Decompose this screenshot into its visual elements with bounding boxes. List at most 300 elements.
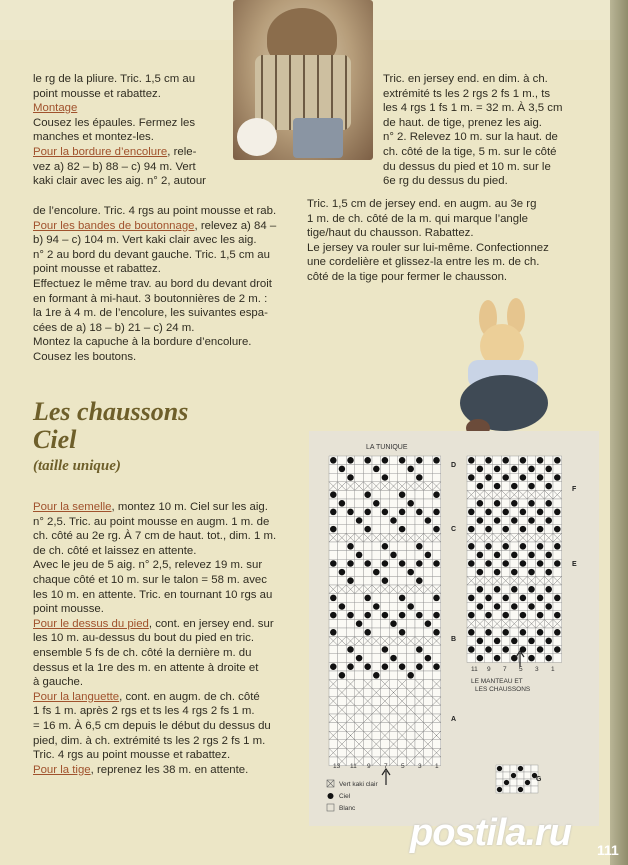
stitch-dot [554, 457, 561, 464]
stitch-dot [494, 655, 501, 662]
grid-cell [510, 765, 517, 772]
grid-cell [338, 645, 347, 654]
grid-cell [467, 551, 476, 560]
grid-cell [346, 723, 355, 732]
grid-cell [363, 740, 372, 749]
grid-cell [406, 714, 415, 723]
stitch-dot [518, 766, 523, 771]
grid-cell [553, 551, 562, 560]
grid-cell [329, 516, 338, 525]
grid-cell [415, 671, 424, 680]
stitch-dot [468, 509, 475, 516]
stitch-dot [468, 560, 475, 567]
languette-rest: , cont. en augm. de ch. côté [119, 690, 260, 703]
stitch-dot [364, 457, 371, 464]
grid-cell [363, 602, 372, 611]
stitch-dot [356, 552, 363, 559]
line: = 16 m. À 6,5 cm depuis le début du dessus du [33, 719, 271, 732]
grid-cell [493, 594, 502, 603]
grid-cell [355, 671, 364, 680]
stitch-dot [511, 500, 518, 507]
stitch-dot [537, 646, 544, 653]
stitch-dot [537, 457, 544, 464]
grid-cell [406, 490, 415, 499]
grid-cell [527, 611, 536, 620]
stitch-dot [330, 560, 337, 567]
grid-cell [432, 645, 441, 654]
stitch-dot [347, 663, 354, 670]
line: dessus et la 1re des m. en attente à droite et [33, 661, 259, 674]
stitch-dot [468, 526, 475, 533]
legend-dot-swatch [328, 793, 334, 799]
grid-cell [389, 680, 398, 689]
grid-cell [517, 772, 524, 779]
grid-cell [406, 731, 415, 740]
bunny-photo [450, 298, 560, 443]
grid-cell [389, 714, 398, 723]
column-number: 7 [384, 763, 388, 770]
grid-cell [424, 499, 433, 508]
stitch-dot [416, 509, 423, 516]
grid-cell [338, 559, 347, 568]
stitch-dot [511, 638, 518, 645]
grid-cell [476, 594, 485, 603]
line: côté de la tige pour fermer le chausson. [307, 270, 508, 283]
grid-cell [510, 786, 517, 793]
grid-cell [527, 508, 536, 517]
line: Tric. 4 rgs au point mousse et rabattez. [33, 749, 231, 762]
grid-cell [398, 465, 407, 474]
grid-cell [338, 551, 347, 560]
stitch-dot [554, 612, 561, 619]
grid-cell [381, 551, 390, 560]
grid-cell [372, 714, 381, 723]
stitch-dot [407, 569, 414, 576]
grid-cell [355, 508, 364, 517]
grid-cell [484, 482, 493, 491]
grid-cell [424, 671, 433, 680]
stitch-dot [425, 517, 432, 524]
grid-cell [544, 559, 553, 568]
stitch-dot [416, 646, 423, 653]
line: Cousez les boutons. [33, 350, 137, 363]
grid-cell [329, 473, 338, 482]
grid-cell [381, 465, 390, 474]
stitch-dot [416, 474, 423, 481]
grid-cell [527, 525, 536, 534]
stitch-dot [537, 629, 544, 636]
grid-cell [355, 473, 364, 482]
grid-cell [329, 465, 338, 474]
grid-cell [389, 611, 398, 620]
boutonnage-heading: Pour les bandes de boutonnage [33, 219, 195, 232]
grid-cell [415, 705, 424, 714]
grid-cell [338, 628, 347, 637]
grid-cell [398, 473, 407, 482]
stitch-dot [554, 509, 561, 516]
line: extrémité ts les 2 rgs 2 fs 1 m., ts [383, 87, 551, 100]
stitch-dot [399, 663, 406, 670]
stitch-dot [528, 552, 535, 559]
stitch-dot [373, 569, 380, 576]
stitch-dot [554, 595, 561, 602]
col2b-text [307, 197, 581, 285]
stitch-dot [494, 500, 501, 507]
stitch-dot [494, 603, 501, 610]
stitch-dot [520, 560, 527, 567]
grid-cell [476, 456, 485, 465]
stitch-dot [494, 569, 501, 576]
stitch-dot [382, 560, 389, 567]
grid-cell [389, 508, 398, 517]
stitch-dot [468, 646, 475, 653]
stitch-dot [511, 483, 518, 490]
grid-cell [355, 662, 364, 671]
stitch-dot [339, 569, 346, 576]
stitch-dot [477, 517, 484, 524]
grid-cell [381, 525, 390, 534]
grid-cell [372, 654, 381, 663]
stitch-dot [537, 509, 544, 516]
stitch-dot [504, 780, 509, 785]
grid-cell [496, 772, 503, 779]
grid-cell [406, 542, 415, 551]
grid-cell [424, 508, 433, 517]
grid-cell [406, 628, 415, 637]
grid-cell [424, 465, 433, 474]
grid-cell [432, 551, 441, 560]
letter-f: F [572, 486, 577, 493]
grid-cell [406, 508, 415, 517]
grid-cell [424, 594, 433, 603]
stitch-dot [399, 491, 406, 498]
grid-cell [424, 559, 433, 568]
grid-cell [553, 654, 562, 663]
grid-cell [389, 731, 398, 740]
stitch-dot [485, 612, 492, 619]
grid-cell [501, 516, 510, 525]
stitch-dot [537, 543, 544, 550]
grid-cell [510, 559, 519, 568]
grid-cell [372, 542, 381, 551]
stitch-dot [477, 655, 484, 662]
stitch-dot [502, 560, 509, 567]
stitch-dot [433, 491, 440, 498]
grid-cell [372, 525, 381, 534]
stitch-dot [554, 543, 561, 550]
grid-cell [346, 602, 355, 611]
col3-text [33, 500, 295, 777]
stitch-dot [545, 552, 552, 559]
grid-cell [510, 594, 519, 603]
line: ensemble 5 fs de ch. côté la dernière m. du [33, 646, 252, 659]
grid-cell [389, 499, 398, 508]
stitch-dot [554, 629, 561, 636]
semelle-heading: Pour la semelle [33, 501, 112, 513]
grid-g [496, 765, 538, 793]
stitch-dot [364, 663, 371, 670]
stitch-dot [485, 560, 492, 567]
stitch-dot [407, 500, 414, 507]
grid-cell [531, 765, 538, 772]
grid-cell [415, 628, 424, 637]
stitch-dot [511, 569, 518, 576]
grid-cell [519, 568, 528, 577]
stitch-dot [330, 526, 337, 533]
grid-cell [329, 619, 338, 628]
letter-c: C [451, 526, 457, 533]
grid-cell [510, 645, 519, 654]
grid-cell [415, 654, 424, 663]
grid-cell [329, 688, 338, 697]
grid-cell [544, 594, 553, 603]
stitch-dot [511, 586, 518, 593]
col1-text [33, 72, 219, 189]
stitch-dot [433, 509, 440, 516]
line: du dessus du pied et 10 m. sur le [383, 160, 551, 173]
grid-cell [338, 680, 347, 689]
grid-cell [519, 516, 528, 525]
grid-cell [389, 465, 398, 474]
semelle-rest: , montez 10 m. Ciel sur les aig. [111, 501, 268, 513]
grid-cell [503, 772, 510, 779]
stitch-dot [545, 586, 552, 593]
letter-a: A [451, 716, 457, 723]
grid-cell [424, 680, 433, 689]
stitch-dot [554, 646, 561, 653]
photo-toy [237, 118, 277, 156]
grid-cell [398, 740, 407, 749]
stitch-dot [339, 466, 346, 473]
grid-cell [338, 594, 347, 603]
stitch-dot [537, 612, 544, 619]
grid-cell [553, 637, 562, 646]
grid-cell [381, 723, 390, 732]
grid-cell [536, 465, 545, 474]
grid-cell [432, 602, 441, 611]
bordure-line [33, 145, 219, 160]
grid-cell [553, 482, 562, 491]
stitch-dot [390, 552, 397, 559]
grid-cell [372, 619, 381, 628]
grid-cell [363, 723, 372, 732]
stitch-dot [485, 595, 492, 602]
stitch-dot [330, 457, 337, 464]
grid-cell [372, 508, 381, 517]
grid-cell [372, 662, 381, 671]
stitch-dot [528, 638, 535, 645]
line: b) 94 – c) 104 m. Vert kaki clair avec les aig. [33, 234, 257, 247]
stitch-dot [373, 500, 380, 507]
stitch-dot [347, 577, 354, 584]
grid-cell [346, 705, 355, 714]
grid-cell [346, 568, 355, 577]
stitch-dot [382, 474, 389, 481]
stitch-dot [494, 483, 501, 490]
dessus-line [33, 617, 295, 632]
grid-cell [372, 516, 381, 525]
grid-cell [476, 611, 485, 620]
stitch-dot [520, 595, 527, 602]
grid-cell [372, 551, 381, 560]
stitch-dot [511, 773, 516, 778]
stitch-dot [511, 552, 518, 559]
grid-cell [527, 594, 536, 603]
grid-cell [432, 568, 441, 577]
grid-cell [406, 697, 415, 706]
grid-cell [432, 576, 441, 585]
line: les 4 rgs 1 fs 1 m. = 32 m. À 3,5 cm [383, 102, 563, 115]
montage-heading: Montage [33, 102, 78, 115]
stitch-dot [416, 612, 423, 619]
stitch-dot [347, 612, 354, 619]
col2-text [383, 72, 581, 189]
grid-cell [510, 542, 519, 551]
grid-cell [398, 705, 407, 714]
grid-cell [519, 465, 528, 474]
stitch-dot [390, 655, 397, 662]
grid-cell [544, 645, 553, 654]
grid-cell [346, 594, 355, 603]
grid-cell [415, 594, 424, 603]
grid-cell [476, 645, 485, 654]
tige-line [33, 763, 295, 778]
stitch-dot [399, 612, 406, 619]
grid-cell [389, 525, 398, 534]
grid-cell [476, 628, 485, 637]
letter-b: B [451, 636, 457, 643]
grid-cell [553, 568, 562, 577]
stitch-dot [399, 526, 406, 533]
stitch-dot [468, 543, 475, 550]
line: point mousse et rabattez. [33, 263, 161, 276]
stitch-dot [545, 638, 552, 645]
grid-cell [338, 490, 347, 499]
grid-cell [381, 740, 390, 749]
grid-cell [476, 559, 485, 568]
grid-cell [527, 559, 536, 568]
grid-cell [406, 654, 415, 663]
line: de ch. côté et laissez en attente. [33, 544, 197, 557]
grid-cell [510, 611, 519, 620]
line: kaki clair avec les aig. n° 2, autour [33, 175, 206, 188]
stitch-dot [502, 646, 509, 653]
grid-cell [338, 714, 347, 723]
label-manteau-2: LES CHAUSSONS [475, 686, 531, 693]
line: point mousse et rabattez. [33, 87, 161, 100]
grid-cell [329, 645, 338, 654]
grid-cell [467, 654, 476, 663]
grid-cell [329, 671, 338, 680]
grid-cell [329, 542, 338, 551]
grid-cell [432, 671, 441, 680]
grid-cell [432, 465, 441, 474]
grid-cell [415, 602, 424, 611]
grid-cell [338, 473, 347, 482]
column-number: 13 [333, 763, 341, 770]
line: en formant à mi-haut. 3 boutonnières de 2 m. : [33, 292, 268, 305]
grid-cell [355, 645, 364, 654]
grid-cell [406, 525, 415, 534]
page-number: 111 [597, 842, 619, 858]
grid-cell [484, 637, 493, 646]
stitch-dot [468, 595, 475, 602]
grid-cell [372, 559, 381, 568]
stitch-dot [407, 603, 414, 610]
grid-cell [372, 490, 381, 499]
grid-cell [398, 542, 407, 551]
grid-cell [346, 465, 355, 474]
grid-cell [338, 542, 347, 551]
grid-cell [363, 671, 372, 680]
stitch-dot [497, 766, 502, 771]
grid-cell [338, 654, 347, 663]
grid-cell [338, 525, 347, 534]
grid-cell [501, 482, 510, 491]
grid-cell [338, 731, 347, 740]
stitch-dot [502, 629, 509, 636]
line: 1 fs 1 m. après 2 rgs et ts les 4 rgs 2 fs 1 m. [33, 705, 255, 718]
grid-cell [536, 551, 545, 560]
grid-cell [510, 525, 519, 534]
grid-cell [329, 654, 338, 663]
grid-cell [329, 602, 338, 611]
line: point mousse. [33, 603, 104, 616]
line: 1 m. de ch. côté de la m. qui marque l’angle [307, 212, 528, 225]
grid-cell [476, 473, 485, 482]
grid-cell [372, 594, 381, 603]
stitch-dot [339, 603, 346, 610]
grid-manteau [467, 456, 562, 662]
grid-cell [398, 688, 407, 697]
grid-cell [424, 714, 433, 723]
column-number: 7 [503, 666, 507, 673]
grid-cell [493, 542, 502, 551]
grid-cell [338, 697, 347, 706]
stitch-dot [545, 655, 552, 662]
line: 6e rg du dessus du pied. [383, 175, 508, 188]
grid-cell [363, 499, 372, 508]
legend-label-ciel: Ciel [339, 793, 351, 800]
grid-cell [338, 748, 347, 757]
grid-cell [415, 525, 424, 534]
grid-cell [476, 525, 485, 534]
column-number: 5 [519, 666, 523, 673]
stitch-dot [494, 586, 501, 593]
grid-tunique [329, 456, 441, 766]
grid-cell [346, 551, 355, 560]
line: vez a) 82 – b) 88 – c) 94 m. Vert [33, 160, 196, 173]
grid-cell [363, 619, 372, 628]
stitch-dot [485, 509, 492, 516]
stitch-dot [382, 457, 389, 464]
grid-cell [406, 611, 415, 620]
grid-cell [415, 740, 424, 749]
grid-cell [432, 705, 441, 714]
grid-cell [372, 611, 381, 620]
stitch-dot [477, 500, 484, 507]
grid-cell [381, 568, 390, 577]
stitch-dot [502, 543, 509, 550]
grid-cell [381, 654, 390, 663]
grid-cell [381, 499, 390, 508]
grid-cell [363, 568, 372, 577]
stitch-dot [399, 595, 406, 602]
grid-cell [415, 499, 424, 508]
stitch-dot [425, 655, 432, 662]
grid-cell [424, 628, 433, 637]
stitch-dot [477, 466, 484, 473]
